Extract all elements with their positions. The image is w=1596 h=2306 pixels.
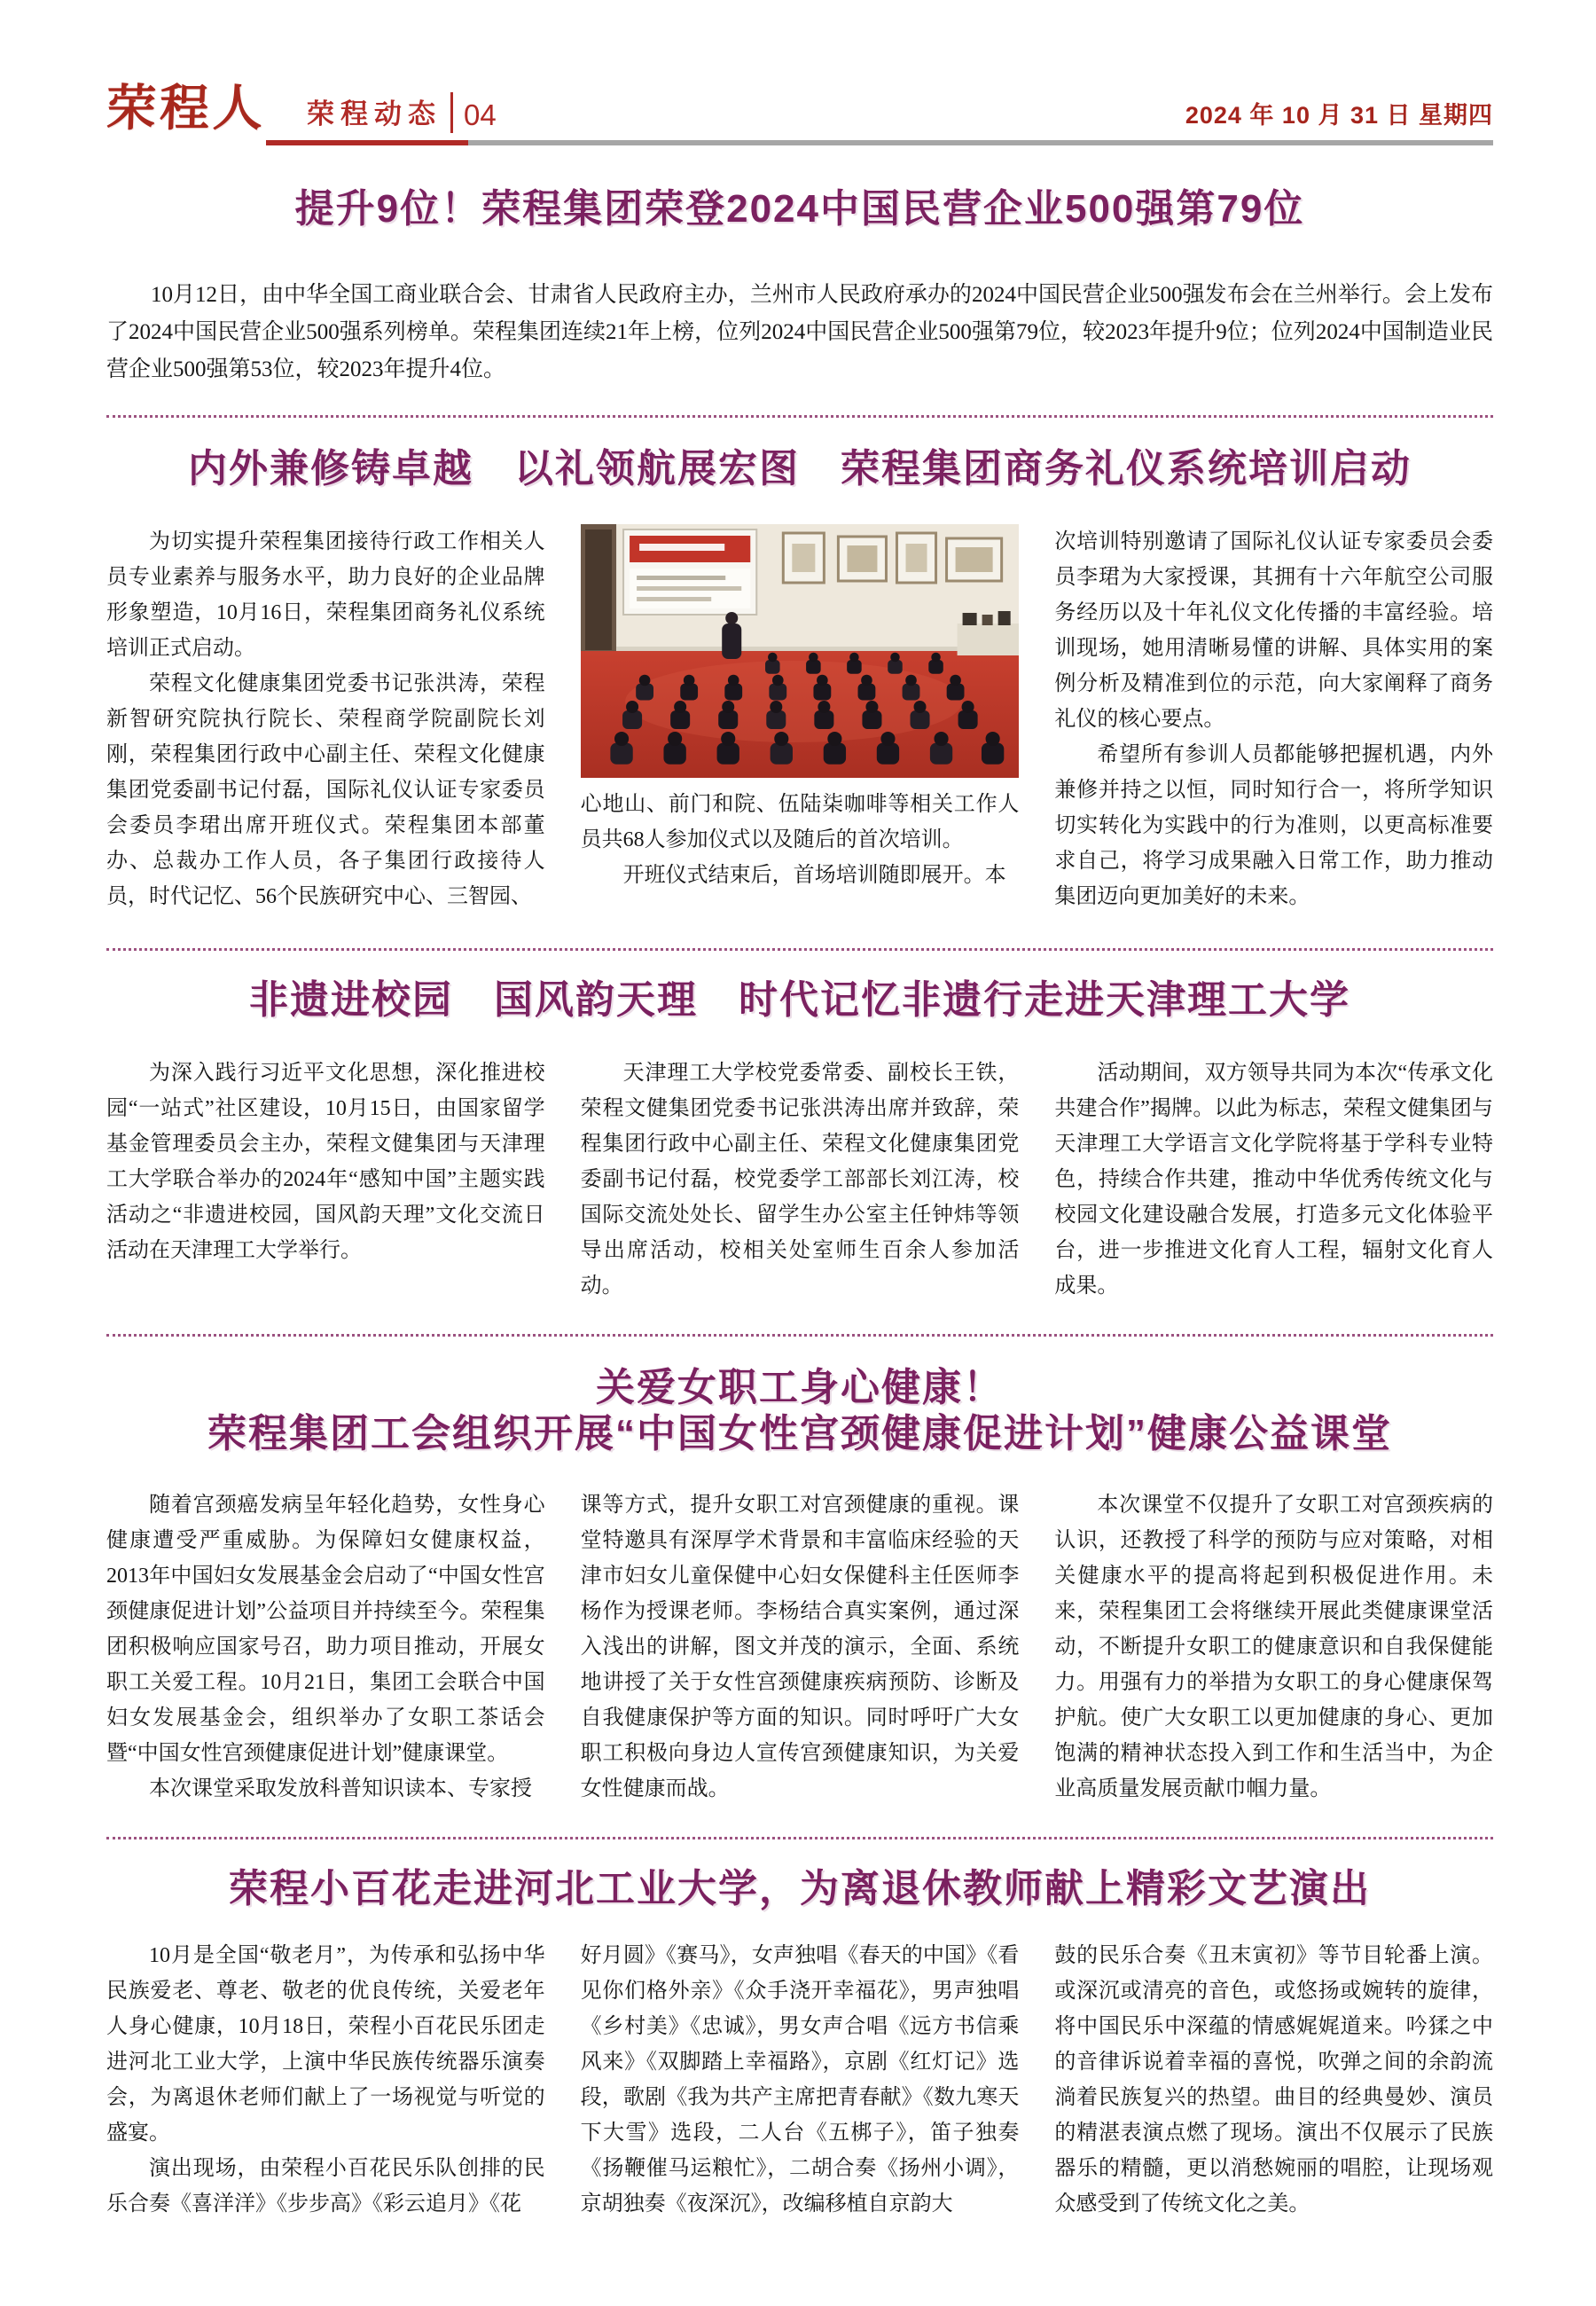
training-photo-illustration (581, 524, 1020, 778)
article-4-title-line1: 关爱女职工身心健康！ (596, 1365, 1004, 1409)
article-5-col1-p2: 演出现场，由荣程小百花民乐队创排的民乐合奏《喜洋洋》《步步高》《彩云追月》《花 (106, 2157, 545, 2216)
divider-3 (106, 1334, 1493, 1337)
article-5-column-2 (581, 1938, 1020, 2222)
article-5-column-3 (1054, 1938, 1493, 2222)
article-2-col3-p2: 希望所有参训人员都能够把握机遇，内外兼修并持之以恒，同时知行合一，将所学知识切实转化为实践中的行为准则，以更高标准要求自己，将学习成果融入日常工作，助力推动集团迈向更加美好的未来。 (1054, 742, 1494, 908)
article-4-col3-p1: 本次课堂不仅提升了女职工对宫颈疾病的认识，还教授了科学的预防与应对策略，对相关健康水平的提高将起到积极促进作用。未来，荣程集团工会将继续开展此类健康课堂活动，不断提升女职工的健康意识和自我保健能力。用强有力的举措为女职工的身心健康保驾护航。使广大女职工以更加健康的身心、更加饱满的精神状态投入到工作和生活当中，为企业高质量发展贡献巾帼力量。 (1054, 1493, 1494, 1800)
article-3-col1-p1: 为深入践行习近平文化思想，深化推进校园“一站式”社区建设，10月15日，由国家留学基金管理委员会主办，荣程文健集团与天津理工大学联合举办的2024年“感知中国”主题实践活动之“非遗进校园，国风韵天理”文化交流日活动在天津理工大学举行。 (106, 1061, 545, 1262)
article-2-col1-p2: 荣程文化健康集团党委书记张洪涛，荣程新智研究院执行院长、荣程商学院副院长刘刚，荣程集团行政中心副主任、荣程文化健康集团党委副书记付磊，国际礼仪认证专家委员会委员李珺出席开班仪式。荣程集团本部董办、总裁办工作人员，各子集团行政接待人员，时代记忆、56个民族研究中心、三智园、 (106, 671, 545, 908)
masthead-rule (266, 140, 1493, 145)
article-4-col1-p1: 随着宫颈癌发病呈年轻化趋势，女性身心健康遭受严重威胁。为保障妇女健康权益，2013年中国妇女发展基金会启动了“中国女性宫颈健康促进计划”公益项目并持续至今。荣程集团积极响应国家号召，助力项目推动，开展女职工关爱工程。10月21日，集团工会联合中国妇女发展基金会，组织举办了女职工茶话会暨“中国女性宫颈健康促进计划”健康课堂。 (106, 1493, 545, 1765)
article-2-col3-p1: 次培训特别邀请了国际礼仪认证专家委员会委员李珺为大家授课，其拥有十六年航空公司服务经历以及十年礼仪文化传播的丰富经验。培训现场，她用清晰易懂的讲解、具体实用的案例分析及精准到位的示范，向大家阐释了商务礼仪的核心要点。 (1054, 529, 1494, 731)
article-3-body (106, 1055, 1493, 1304)
masthead-date: 2024 年 10 月 31 日 星期四 (1185, 102, 1493, 129)
service-table (957, 611, 1019, 655)
article-1-body (106, 277, 1493, 388)
article-2-body (106, 524, 1493, 914)
article-4-title-line2: 荣程集团工会组织开展“中国女性宫颈健康促进计划”健康公益课堂 (207, 1411, 1392, 1455)
article-2-col2-p1: 心地山、前门和院、伍陆柒咖啡等相关工作人员共68人参加仪式以及随后的首次培训。 (580, 792, 1020, 851)
article-2-column-2 (581, 524, 1020, 914)
article-3-title: 非遗进校园 国风韵天理 时代记忆非遗行走进天津理工大学 (249, 977, 1350, 1022)
divider-2 (106, 948, 1493, 951)
page-number-wrap (450, 92, 497, 133)
article-3-column-3 (1054, 1055, 1493, 1304)
article-2-column-3 (1054, 524, 1493, 914)
masthead-logo: 荣程人 (105, 79, 268, 137)
article-5-title: 荣程小百花走进河北工业大学，为离退休教师献上精彩文艺演出 (229, 1866, 1371, 1910)
article-2-col2-p2: 开班仪式结束后，首场培训随即展开。本 (622, 863, 1006, 887)
page-number: 04 (464, 98, 497, 131)
article-5-col1-p1: 10月是全国“敬老月”，为传承和弘扬中华民族爱老、尊老、敬老的优良传统，关爱老年人身心健康，10月18日，荣程小百花民乐团走进河北工业大学，上演中华民族传统器乐演奏会，为离退休老师们献上了一场视觉与听觉的盛宴。 (106, 1944, 545, 2145)
article-4-col2-p1: 课等方式，提升女职工对宫颈健康的重视。课堂特邀具有深厚学术背景和丰富临床经验的天津市妇女儿童保健中心妇女保健科主任医师李杨作为授课老师。李杨结合真实案例，通过深入浅出的讲解，图文并茂的演示，全面、系统地讲授了关于女性宫颈健康疾病预防、诊断及自我健康保护等方面的知识。同时呼吁广大女职工积极向身边人宣传宫颈健康知识，为关爱女性健康而战。 (580, 1493, 1020, 1800)
article-3-col2-p1: 天津理工大学校党委常委、副校长王铁，荣程文健集团党委书记张洪涛出席并致辞，荣程集团行政中心副主任、荣程文化健康集团党委副书记付磊，校党委学工部部长刘江涛，校国际交流处处长、留学生办公室主任钟炜等领导出席活动，校相关处室师生百余人参加活动。 (580, 1061, 1020, 1298)
article-4-col1-p2: 本次课堂采取发放科普知识读本、专家授 (149, 1777, 532, 1800)
article-2-photo (581, 524, 1020, 778)
divider-1 (106, 415, 1493, 418)
article-2-column-1 (106, 524, 545, 914)
article-3-col3-p1: 活动期间，双方领导共同为本次“传承文化 共建合作”揭牌。以此为标志，荣程文健集团与天津理工大学语言文化学院将基于学科专业特色，持续合作共建，推动中华优秀传统文化与校园文化建设融合发展，打造多元文化体验平台，进一步推进文化育人工程，辐射文化育人成果。 (1054, 1061, 1494, 1298)
article-4-column-3 (1054, 1487, 1493, 1807)
masthead (105, 78, 1493, 137)
article-3-column-1 (106, 1055, 545, 1304)
article-3-column-2 (581, 1055, 1020, 1304)
article-4-column-1 (106, 1487, 545, 1807)
article-1-title: 提升9位！荣程集团荣登2024中国民营企业500强第79位 (294, 187, 1305, 231)
article-2-title: 内外兼修铸卓越 以礼领航展宏图 荣程集团商务礼仪系统培训启动 (188, 446, 1412, 490)
masthead-section-name: 荣程动态 (307, 98, 442, 129)
article-4-body (106, 1487, 1493, 1807)
article-4-title (106, 1365, 1493, 1457)
article-5-column-1 (106, 1938, 545, 2222)
article-5-col2-p1: 好月圆》《赛马》，女声独唱《春天的中国》《看见你们格外亲》《众手浇开幸福花》，男声独唱《乡村美》《忠诚》，男女声合唱《远方书信乘风来》《双脚踏上幸福路》，京剧《红灯记》选段，歌剧《我为共产主席把青春献》《数九寒天下大雪》选段，二人台《五梆子》，笛子独奏《扬鞭催马运粮忙》，二胡合奏《扬州小调》，京胡独奏《夜深沉》，改编移植自京韵大 (580, 1944, 1020, 2216)
projection-screen (623, 529, 756, 615)
divider-4 (106, 1837, 1493, 1839)
article-4-column-2 (581, 1487, 1020, 1807)
article-5-col3-p1: 鼓的民乐合奏《丑末寅初》等节目轮番上演。或深沉或清亮的音色，或悠扬或婉转的旋律，将中国民乐中深蕴的情感娓娓道来。吟猱之中的音律诉说着幸福的喜悦，吹弹之间的余韵流淌着民族复兴的热望。曲目的经典曼妙、演员的精湛表演点燃了现场。演出不仅展示了民族器乐的精髓，更以消愁婉丽的唱腔，让现场观众感受到了传统文化之美。 (1054, 1944, 1494, 2216)
article-2-col1-p1: 为切实提升荣程集团接待行政工作相关人员专业素养与服务水平，助力良好的企业品牌形象塑造，10月16日，荣程集团商务礼仪系统培训正式启动。 (106, 529, 545, 660)
masthead-rule-red-segment (266, 140, 468, 145)
page-content (106, 0, 1493, 2222)
article-5-body (106, 1938, 1493, 2222)
article-1-paragraph: 10月12日，由中华全国工商业联合会、甘肃省人民政府主办，兰州市人民政府承办的2024中国民营企业500强发布会在兰州举行。会上发布了2024中国民营企业500强系列榜单。荣程集团连续21年上榜，位列2024中国民营企业500强第79位，较2023年提升9位；位列2024中国制造业民营企业500强第53位，较2023年提升4位。 (106, 282, 1493, 381)
